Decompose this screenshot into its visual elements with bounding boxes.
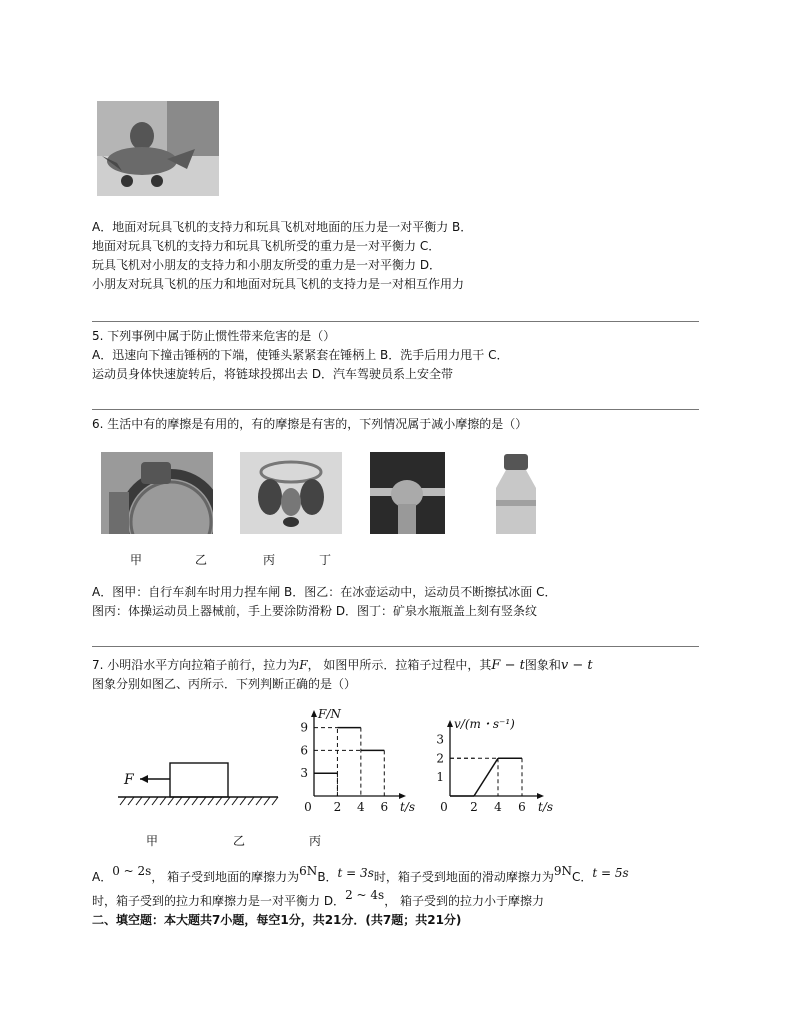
q7-opt-math: 6N: [299, 864, 318, 878]
q6-options-line-2: 图丙：体操运动员上器械前，手上要涂防滑粉 D．图丁：矿泉水瓶瓶盖上刻有竖条纹: [92, 604, 538, 618]
q7-stem-part: ， 如图甲所示．拉箱子过程中，其: [307, 658, 492, 672]
y-axis-arrow: [311, 710, 317, 717]
q4-option-line-4: 小朋友对玩具飞机的压力和地面对玩具飞机的支持力是一对相互作用力: [92, 277, 465, 291]
q4-option-line-1: A．地面对玩具飞机的支持力和玩具飞机对地面的压力是一对平衡力 B．: [92, 220, 473, 234]
toy-airplane-photo: [97, 101, 219, 196]
y-tick-label: 6: [300, 743, 308, 758]
q5-stem: 5. 下列事例中属于防止惯性带来危害的是（）: [92, 329, 336, 343]
x-tick-label: 6: [380, 800, 389, 814]
q7-opt-math: t = 5s: [592, 866, 629, 880]
q7-stem-line-1: [92, 657, 593, 674]
q7-stem-force: F: [299, 658, 308, 672]
arrow-head: [140, 775, 148, 783]
q6-stem: 6. 生活中有的摩擦是有用的，有的摩擦是有害的，下列情况属于减小摩擦的是（）: [92, 417, 528, 431]
bicycle-brake-photo: [101, 452, 213, 534]
box: [170, 763, 228, 797]
divider: [92, 646, 699, 647]
q7-opt: 时，箱子受到地面的滑动摩擦力为: [373, 870, 554, 884]
q7-opt-math: 0 ~ 2s: [112, 864, 152, 878]
q7-opt: ， 箱子受到的拉力小于摩擦力: [384, 894, 545, 908]
q6-options-line-1: A．图甲：自行车刹车时用力捏车闸 B．图乙：在冰壶运动中，运动员不断擦拭冰面 C．: [92, 585, 557, 599]
q7-stem-line-2: 图象分别如图乙、丙所示．下列判断正确的是（）: [92, 677, 357, 691]
y-axis-label: F/N: [318, 708, 341, 721]
q6-label-jia: 甲: [130, 553, 143, 567]
section-title: 二、填空题：本大题共7小题，每空1分，共21分．(共7题；共21分): [92, 913, 462, 927]
q4-option-line-2: 地面对玩具飞机的支持力和玩具飞机所受的重力是一对平衡力 C．: [92, 239, 441, 253]
x-tick-label: 2: [470, 800, 478, 814]
divider: [92, 409, 699, 410]
y-tick-label: 1: [436, 770, 444, 785]
q4-option-line-3: 玩具飞机对小朋友的支持力和小朋友所受的重力是一对平衡力 D．: [92, 258, 442, 272]
x-axis-label: t/s: [400, 800, 416, 814]
q7-options-line-1: [92, 864, 629, 885]
q7-fig-label-jia: 甲: [146, 834, 159, 848]
q7-opt: C．: [572, 870, 593, 884]
q7-fig-label-bing: 丙: [309, 834, 322, 848]
data-segment: [474, 758, 498, 796]
x-tick-label: 6: [518, 800, 526, 814]
q7-opt-math: 9N: [553, 864, 573, 878]
x-tick-label: 0: [440, 800, 448, 814]
x-tick-label: 4: [494, 800, 502, 814]
water-bottle-photo: [478, 452, 554, 534]
q6-label-ding: 丁: [319, 553, 332, 567]
x-axis-arrow: [537, 793, 544, 799]
q7-opt: B．: [317, 870, 338, 884]
q7-stem-part: 7. 小明沿水平方向拉箱子前行，拉力为: [92, 658, 300, 672]
force-label: F: [124, 772, 134, 788]
y-axis-label: v/(m・s⁻¹): [454, 717, 515, 731]
q7-opt-math: t = 3s: [337, 866, 374, 880]
q7-fig-label-yi: 乙: [233, 834, 246, 848]
q7-opt-math: 2 ~ 4s: [345, 888, 385, 902]
x-tick-label: 4: [357, 800, 365, 814]
q7-options-line-2: [92, 888, 545, 909]
q5-options-line-2: 运动员身体快速旋转后，将链球投掷出去 D．汽车驾驶员系上安全带: [92, 367, 454, 381]
y-tick-label: 2: [436, 751, 444, 766]
x-tick-label: 0: [304, 800, 312, 814]
force-time-chart: [290, 708, 422, 820]
y-axis-arrow: [447, 720, 453, 727]
curling-photo: [240, 452, 342, 534]
q5-options-line-1: A．迅速向下撞击锤柄的下端，使锤头紧紧套在锤柄上 B．洗手后用力甩干 C．: [92, 348, 509, 362]
box-on-ground-figure: [112, 755, 284, 807]
q7-opt: ， 箱子受到地面的摩擦力为: [151, 870, 300, 884]
q7-stem-vt: v − t: [560, 658, 593, 673]
q6-label-bing: 丙: [263, 553, 276, 567]
x-tick-label: 2: [333, 800, 342, 814]
y-tick-label: 9: [300, 720, 308, 735]
velocity-time-chart: [424, 708, 564, 820]
y-tick-label: 3: [436, 732, 444, 747]
q7-stem-part: 图象和: [524, 658, 561, 672]
y-tick-label: 3: [300, 766, 308, 781]
x-axis-label: t/s: [538, 800, 554, 814]
q6-label-yi: 乙: [195, 553, 208, 567]
gymnastics-hand-photo: [370, 452, 445, 534]
ground-hatching: [120, 797, 278, 805]
x-axis-arrow: [399, 793, 406, 799]
divider: [92, 321, 699, 322]
q7-opt: 时，箱子受到的拉力和摩擦力是一对平衡力 D．: [92, 894, 346, 908]
q7-stem-ft: F − t: [491, 658, 525, 673]
q7-opt: A．: [92, 870, 113, 884]
